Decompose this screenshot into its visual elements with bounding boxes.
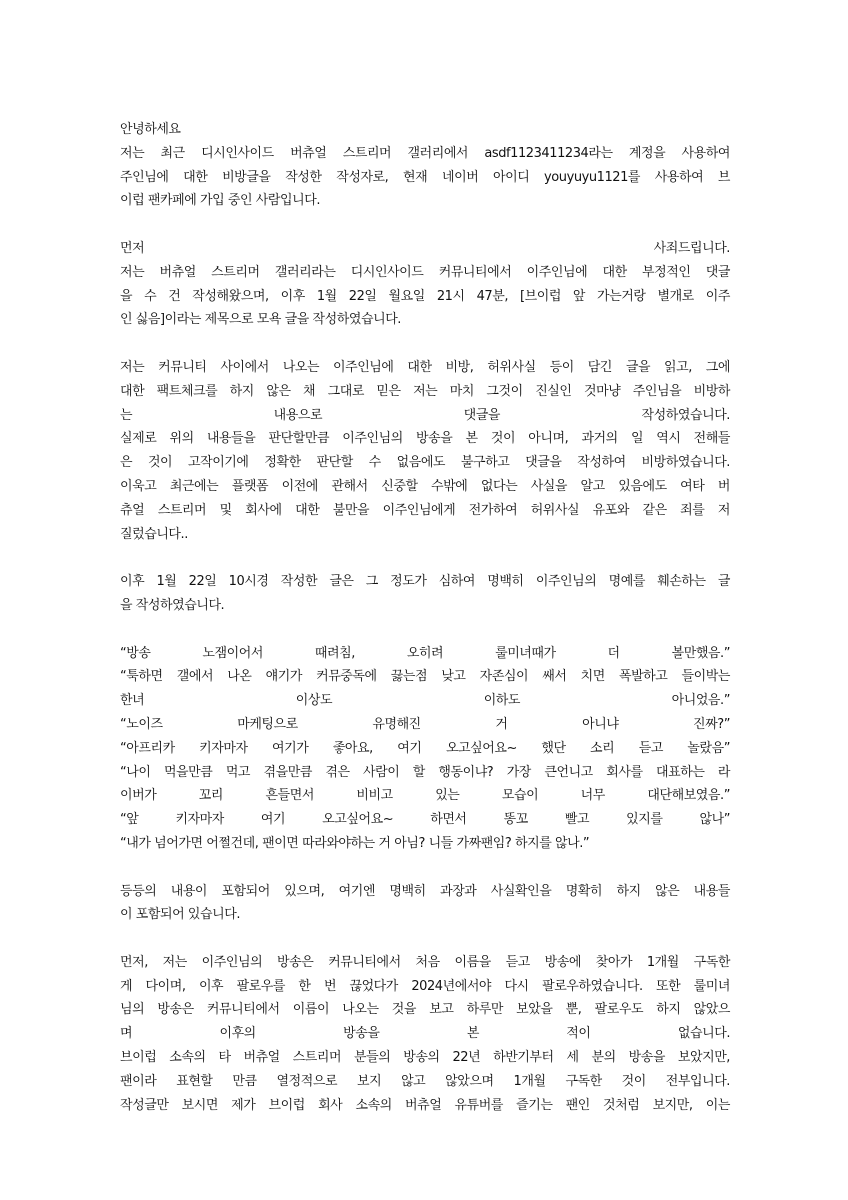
text-line: 저는 최근 디시인사이드 버츄얼 스트리머 갤러리에서 asdf1123411234라는 계정을 사용하여 (120, 145, 730, 161)
text-line: 이럽 팬카페에 가입 중인 사람입니다. (120, 193, 321, 209)
text-line: “앞 키자마자 여기 오고싶어요~ 하면서 똥꼬 빨고 있지를 않나” (120, 812, 730, 828)
text-line: 저는 커뮤니티 사이에서 나오는 이주인님에 대한 비방, 허위사실 등이 담긴 글을 읽고, 그에 (120, 359, 730, 375)
text-line: “방송 노잼이어서 때려침, 오히려 룰미녀때가 더 볼만했음.” (120, 645, 730, 661)
text-line: 는 내용으로 댓글을 작성하였습니다. (120, 407, 730, 423)
text-line: 질렀습니다.. (120, 526, 188, 542)
text-line: 이버가 꼬리 흔들면서 비비고 있는 모습이 너무 대단해보였음.” (120, 788, 730, 804)
paragraph (120, 118, 730, 213)
text-line: 먼저, 저는 이주인님의 방송은 커뮤니티에서 처음 이름을 듣고 방송에 찾아가 1개월 구독한 (120, 954, 730, 970)
text-line: 님의 방송은 커뮤니티에서 이름이 나오는 것을 보고 하루만 보았을 뿐, 팔로우도 하지 않았으 (120, 1002, 730, 1018)
text-line: 인 싫음]이라는 제목으로 모욕 글을 작성하였습니다. (120, 312, 401, 328)
text-line: 며 이후의 방송을 본 적이 없습니다. (120, 1026, 730, 1042)
text-line: “나이 먹을만큼 먹고 겪을만큼 겪은 사람이 할 행동이냐? 가장 큰언니고 회사를 대표하는 라 (120, 764, 730, 780)
text-line: 실제로 위의 내용들을 판단할만큼 이주인님의 방송을 본 것이 아니며, 과거의 일 역시 전해들 (120, 431, 730, 447)
text-line: “툭하면 갤에서 나온 얘기가 커뮤중독에 끓는점 낮고 자존심이 쌔서 치면 폭발하고 들이박는 (120, 669, 730, 685)
text-line: 안녕하세요 (120, 122, 181, 137)
text-line: 게 다이며, 이후 팔로우를 한 번 끊었다가 2024년에서야 다시 팔로우하였습니다. 또한 룰미녀 (120, 978, 730, 994)
text-line: 브이럽 소속의 타 버츄얼 스트리머 분들의 방송의 22년 하반기부터 세 분의 방송을 보았지만, (120, 1050, 730, 1066)
text-line: 츄얼 스트리머 및 회사에 대한 불만을 이주인님에게 전가하여 허위사실 유포와 같은 죄를 저 (120, 502, 730, 518)
text-line: 한녀 이상도 이하도 아니었음.” (120, 693, 730, 709)
text-line: 먼저 사죄드립니다. (120, 240, 730, 256)
text-line: 이욱고 최근에는 플랫폼 이전에 관해서 신중할 수밖에 없다는 사실을 알고 있음에도 여타 버 (120, 478, 730, 494)
paragraph (120, 880, 730, 928)
text-line: 이 포함되어 있습니다. (120, 907, 241, 923)
paragraph (120, 237, 730, 332)
text-line: 을 작성하였습니다. (120, 597, 225, 613)
paragraph (120, 570, 730, 618)
document-body (120, 118, 730, 1141)
text-line: 이후 1월 22일 10시경 작성한 글은 그 정도가 심하여 명백히 이주인님의 명예를 훼손하는 글 (120, 574, 730, 590)
text-line: 등등의 내용이 포함되어 있으며, 여기엔 명백히 과장과 사실확인을 명확히 하지 않은 내용들 (120, 883, 730, 899)
paragraph (120, 951, 730, 1118)
paragraph (120, 642, 730, 856)
text-line: “아프리카 키자마자 여기가 좋아요, 여기 오고싶어요~ 했단 소리 듣고 놀랐음” (120, 740, 730, 756)
text-line: 작성글만 보시면 제가 브이럽 회사 소속의 버츄얼 유튜버를 즐기는 팬인 것처럼 보지만, 이는 (120, 1097, 730, 1113)
paragraph (120, 356, 730, 546)
text-line: 저는 버츄얼 스트리머 갤러리라는 디시인사이드 커뮤니티에서 이주인님에 대한 부정적인 댓글 (120, 264, 730, 280)
text-line: 대한 팩트체크를 하지 않은 채 그대로 믿은 저는 마치 그것이 진실인 것마냥 주인님을 비방하 (120, 383, 730, 399)
text-line: “내가 넘어가면 어쩔건데, 팬이면 따라와야하는 거 아님? 니들 가짜팬임? 하지를 않나.” (120, 835, 590, 851)
text-line: “노이즈 마케팅으로 유명해진 거 아니냐 진짜?” (120, 716, 730, 732)
text-line: 을 수 건 작성해왔으며, 이후 1월 22일 월요일 21시 47분, [브이럽 앞 가는거랑 별개로 이주 (120, 288, 730, 304)
text-line: 주인님에 대한 비방글을 작성한 작성자로, 현재 네이버 아이디 youyuyu1121를 사용하여 브 (120, 169, 730, 185)
text-line: 은 것이 고작이기에 정확한 판단할 수 없음에도 불구하고 댓글을 작성하여 비방하였습니다. (120, 455, 730, 471)
text-line: 팬이라 표현할 만큼 열정적으로 보지 않고 않았으며 1개월 구독한 것이 전부입니다. (120, 1073, 730, 1089)
